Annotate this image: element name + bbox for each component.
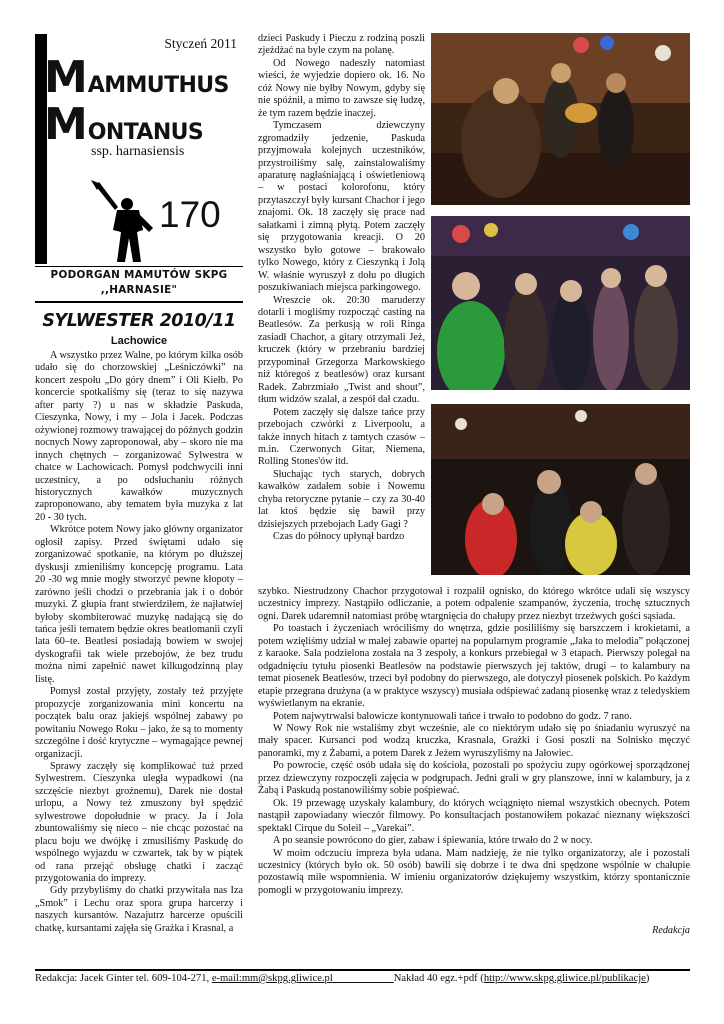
paragraph: Czas do północy upłynął bardzo — [273, 531, 405, 543]
paragraph: Pomysł został przyjęty, zostały też przyjęte propozycje zorganizowania mini koncertu na początek balu oraz jakiejś wspólnej zabawy po powitaniu Nowego Roku – jako, że są to momenty szczególne i dość krytyczne – wymagające pewnej organizacji. — [35, 686, 243, 760]
harnas-figure-icon — [87, 180, 162, 265]
title-line-1 — [44, 52, 229, 103]
title-rest-1: AMMUTHUS — [87, 73, 229, 98]
publisher-line-2: ,,HARNASIE" — [100, 284, 178, 296]
article-column-1 — [35, 350, 243, 935]
photo-crowd-cameras — [431, 216, 690, 390]
paragraph: szybko. Niestrudzony Chachor przygotował i rozpalił ognisko, do którego wkrótce udali się wszyscy uczestnicy imprezy. Nastąpiło odliczanie, a potem odpalenie szampanów, życzenia, trochę sztucznych ogni. Darek udaremnił natomiast próbę wtargnięcia do chałupy przez niezbyt trzeźwych gości sąsiada. — [258, 586, 690, 622]
footer-email-link[interactable]: e-mail:mm@skpg.gliwice.pl — [211, 973, 333, 984]
title-initial-1: M — [44, 52, 88, 103]
photo-band-performance — [431, 33, 690, 205]
paragraph: Potem zaczęły się dalsze tańce przy przebojach czwórki z Liverpoolu, a także innych hitach z tamtych czasów – m.in. Czerwonych Gitar, Niemena, Rolling Stones'ów itd. — [258, 406, 425, 468]
masthead-divider-thin — [35, 266, 243, 267]
article-title: SYLWESTER 2010/11 — [42, 311, 236, 331]
article-subtitle: Lachowice — [110, 335, 168, 347]
issue-number: 170 — [159, 194, 221, 235]
paragraph: Sprawy zaczęły się komplikować tuż przed Sylwestrem. Cieszynka uległa wypadkowi (na szczęście niezbyt groźnemu), Darek nie dostał urlopu, a Nowy też zmuszony był spędzić sylwestrowe dopołudnie w pracy. Ja i Jola zbuntowaliśmy się nieco – nie chcąc pozostać na placu boju we dwójkę i zmusiliśmy Paskudę do wspólnego wyjazdu w czwartek, tak by w piątek od rana przejąć obsługę chatki i zacząć przygotowania do imprezy. — [35, 760, 243, 885]
footer-close: ) — [645, 973, 650, 984]
paragraph: Wreszcie ok. 20:30 maruderzy dotarli i mogliśmy rozpocząć casting na Beatlesów. Za perkusją w roli Ringa zasiadł Chachor, a gitary otrzymali Jeż, kruczek (który w przebraniu bardziej przypominał Grzegorza Markowskiego niż któregoś z beatlesów) oraz kursant Radek. Zabrzmiało „Twist and shout”, tłum widzów szalał, a zespół dał czadu. — [258, 294, 425, 406]
photo-dancing-couples — [431, 404, 690, 575]
paragraph: dzieci Paskudy i Pieczu z rodziną poszli zjeżdżać na byle czym na polanę. — [258, 33, 425, 57]
paragraph: Wkrótce potem Nowy jako główny organizator ogłosił zapisy. Przed świętami udało się zorganizować spotkanie, na którym po dłuższej dyskusji zmieniliśmy koncepcję programu. Lata 20 -30 wg mnie mogły stworzyć pewne kłopoty – zarówno jeśli chodzi o przebrania jak i o dobór muzyki. Z głupia frant stwierdziłem, że najłatwiej byłoby skombiterować muzykę nadającą się do tańca jeśli tematem będzie okres beatlomanii czyli lata 60–te. Beatlesi posiadają bowiem w swojej dyskografii tak wiele przebojów, że bez trudu można nimi zapełnić nawet kilkugodzinną play listę. — [35, 524, 243, 685]
title-rest-2: ONTANUS — [87, 120, 204, 145]
latin-subtitle: ssp. harnasiensis — [91, 144, 185, 159]
masthead — [35, 34, 243, 264]
paragraph: Słuchając tych starych, dobrych kawałków zadałem sobie i Nowemu chyba retoryczne pytanie – czy za 30-40 lat ktoś będzie się bawił przy dzisiejszych przebojach Lady Gagi ? — [258, 468, 425, 530]
paragraph: Tymczasem dziewczyny zgromadziły jedzenie, Paskuda przyjmowała kolejnych uczestników, przystroiliśmy salę, zainstalowaliśmy aparaturę nagłaśniającą i oświetleniową – w postaci kolorofonu, który przytaszczył były kursant Chachor i jego znajomi. Ok. 18 zaczęły się prace nad sałatkami i zimną płytą. Potem zaczęły się przygotowania kreacji. O 20 wszystko było gotowe – brakowało tylko Nowego, który z Cieszynką i Jolą W. właśnie wyruszył z dołu po długich poszukiwaniach miejsca parkingowego. — [258, 120, 425, 294]
footer — [35, 973, 690, 984]
title-line-2 — [44, 99, 204, 150]
paragraph: Ok. 19 przewagę uzyskały kalambury, do których wciągnięto niemal wszystkich obecnych. Potem nastąpił zapowiadany wieczór filmowy. Po konsultacjach postanowiłem pokazać nieznany większości spektakl Cirque du Soleil – „Varekai”. — [258, 797, 690, 834]
issue-date: Styczeń 2011 — [164, 36, 237, 51]
footer-underline-gap — [333, 973, 394, 984]
paragraph: Po powrocie, część osób udała się do kościoła, pozostali po spożyciu zupy ogórkowej sporządzonej przez dziewczyny rozpoczęli zajęcia w podgrupach. Jedni grali w gry planszowe, inni w kalambury, ja z Żabą i Paskudą postanowiliśmy sobie pośpiewać. — [258, 760, 690, 797]
footer-url-link[interactable]: http://www.skpg.gliwice.pl/publikacje — [483, 973, 646, 984]
paragraph: Potem najwytrwalsi balowicze kontynuowali tańce i trwało to podobno do godz. 7 rano. — [273, 710, 632, 722]
footer-circulation: Nakład 40 egz.+pdf ( — [393, 973, 484, 984]
article-signature: Redakcja — [652, 925, 690, 936]
footer-editor: Redakcja: Jacek Ginter tel. 609-104-271, — [35, 973, 212, 984]
publisher-line-1: PODORGAN MAMUTÓW SKPG — [50, 269, 228, 281]
publisher — [35, 268, 243, 298]
footer-divider — [35, 969, 690, 971]
article-column-2 — [258, 33, 425, 544]
paragraph: W Nowy Rok nie wstaliśmy zbyt wcześnie, ale co niektórym udało się po śniadaniu wyruszyć na mały spacer. Kursanci pod wodzą kruczka, Krasnala, Grażki i Gosi poszli na Solnisko męczyć panoramki, my z Żabami, a potem Darek z Jeżem wyruszyliśmy na Jałowiec. — [258, 722, 690, 759]
paragraph: Od Nowego nadeszły natomiast wieści, że wyjedzie dopiero ok. 16. No cóż Nowy nie byłby Nowym, gdyby się nie spóźnił, a mimo to zawsze się łudzę, że tym razem będzie inaczej. — [258, 57, 425, 119]
title-initial-2: M — [44, 99, 88, 150]
paragraph: A wszystko przez Walne, po którym kilka osób udało się do chorzowskiej „Leśniczówki” na koncert zespołu „Do góry dnem” i Oli Kiełb. Po koncercie spotkaliśmy się (teraz to się nazywa after party ?) u nas w składzie Paskuda, Cieszynka, Nowy, i my – Jola i Jacek. Podczas ożywionej rozmowy trawającej do późnych godzin nocnych Nowy zaproponował, aby – skoro nie ma innych chętnych – zorganizować Sylwestra w chatce w Lachowicach. Pomysł podchwycili inni uczestnicy, a po odsłuchaniu różnych historycznych kawałków muzycznych zaproponowano, aby tematem była muzyka z lat 20 - 30 tych. — [35, 350, 243, 523]
paragraph: Po toastach i życzeniach wróciliśmy do wnętrza, gdzie posililiśmy się barszczem i krokietami, a potem wzięliśmy udział w małej zabawie opartej na popularnym programie „Jaka to melodia” połączonej z karaoke. Sala podzielona została na 3 zespoły, a konkurs przebiegał w 3 etapach. Pierwszy polegał na odgadnięciu tytułu piosenki Beatlesów na podstawie pierwszych jej taktów, drugi – to kalambury na temat piosenek Beatlesów, trzeci był podobny do pierwszego, ale dotyczył piosenek polskich. Po każdym etapie przegrana drużyna (a w praktyce wszyscy) musiała odśpiewać zadaną piosenkę wraz z teledyskiem wyświetlanym na ekranie. — [258, 623, 690, 710]
masthead-divider-thick — [35, 301, 243, 303]
paragraph: A po seansie powrócono do gier, zabaw i śpiewania, które trwało do 2 w nocy. — [273, 835, 593, 847]
paragraph: Gdy przybyliśmy do chatki przywitała nas Iza „Smok” i Lechu oraz spora grupa harcerzy i naszych kursantów. Nazajutrz harcerze opuścili chatkę, kursantami zajęła się Grażka i Krasnal, a — [35, 885, 243, 934]
article-body-full-width — [258, 586, 690, 897]
paragraph: W moim odczuciu impreza była udana. Mam nadzieję, że nie tylko organizatorzy, ale i pozostali uczestnicy (których było ok. 50 osób) bawili się dobrze i te dwa dni spędzone wspólnie w chałupie pozostawią miłe wspomnienia. W imieniu organizatorów dziękujemy wszystkim, którzy spontanicznie pomogli w przygotowaniu imprezy. — [258, 847, 690, 896]
